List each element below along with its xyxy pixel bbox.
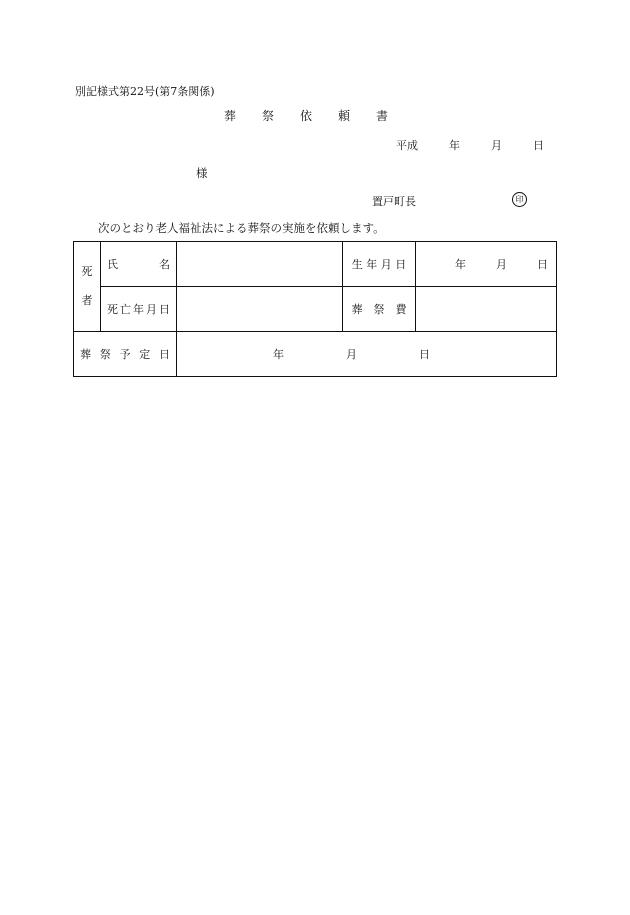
seal-mark: 印 bbox=[512, 192, 527, 207]
date-month-unit: 月 bbox=[491, 139, 502, 152]
funeral-cost-field[interactable] bbox=[416, 287, 557, 332]
birth-month-unit: 月 bbox=[496, 258, 507, 271]
form-reference: 別記様式第22号(第7条関係) bbox=[75, 85, 215, 98]
intro-text: 次のとおり老人福祉法による葬祭の実施を依頼します。 bbox=[98, 221, 385, 235]
schedule-month-unit: 月 bbox=[346, 348, 357, 361]
birth-day-unit: 日 bbox=[537, 258, 548, 271]
birth-date-label: 生 年 月 日 bbox=[343, 242, 416, 287]
birth-date-field[interactable] bbox=[416, 242, 557, 287]
document-title: 葬祭依頼書 bbox=[224, 109, 415, 123]
issuer-name: 置戸町長 bbox=[372, 195, 416, 208]
deceased-label-top: 死 bbox=[81, 265, 93, 278]
table-row-schedule bbox=[74, 332, 557, 377]
funeral-schedule-field[interactable] bbox=[177, 332, 557, 377]
date-day-unit: 日 bbox=[533, 139, 544, 152]
date-year-unit: 年 bbox=[449, 139, 460, 152]
death-date-label: 死亡年月日 bbox=[101, 287, 177, 332]
name-label: 氏 名 bbox=[101, 242, 177, 287]
request-form-table bbox=[73, 241, 557, 377]
addressee-suffix: 様 bbox=[196, 166, 208, 180]
funeral-cost-label: 葬 祭 費 bbox=[343, 287, 416, 332]
death-date-field[interactable] bbox=[177, 287, 343, 332]
schedule-year-unit: 年 bbox=[273, 348, 284, 361]
table-row-name bbox=[74, 242, 557, 287]
schedule-day-unit: 日 bbox=[419, 348, 430, 361]
deceased-label-bottom: 者 bbox=[81, 293, 93, 307]
table-row-death bbox=[74, 287, 557, 332]
birth-year-unit: 年 bbox=[455, 258, 466, 271]
date-era: 平成 bbox=[396, 139, 418, 152]
funeral-schedule-label: 葬 祭 予 定 日 bbox=[74, 332, 177, 377]
name-field[interactable] bbox=[177, 242, 343, 287]
issue-date bbox=[396, 137, 544, 153]
deceased-label bbox=[74, 242, 101, 332]
